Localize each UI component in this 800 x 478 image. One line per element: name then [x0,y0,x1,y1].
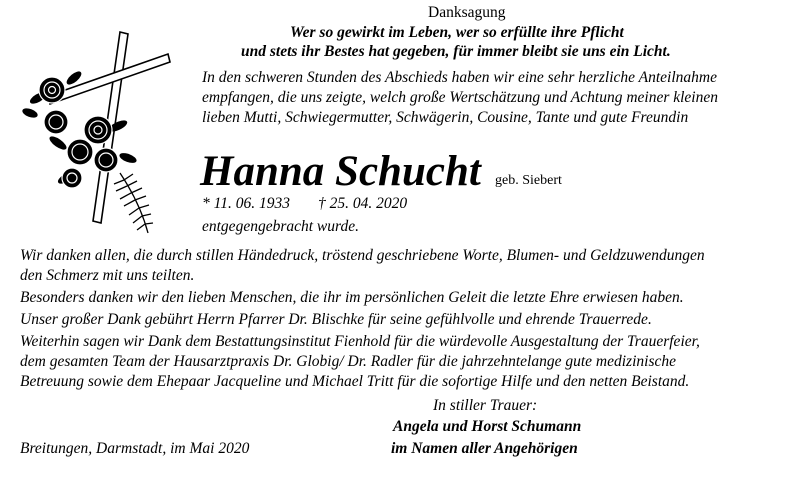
deceased-name: Hanna Schucht [200,148,481,195]
body-line-2: den Schmerz mit uns teilten. [20,267,195,284]
motto-line-2: und stets ihr Bestes hat gegeben, für immer bleibt sie uns ein Licht. [241,43,671,60]
cross-with-roses-icon [8,18,198,238]
title-danksagung: Danksagung [428,4,506,21]
body-line-3: Besonders danken wir den lieben Menschen, die ihr im persönlichen Geleit die letzte Ehre erwiesen haben. [20,289,684,306]
motto-line-1: Wer so gewirkt im Leben, wer so erfüllte ihre Pflicht [290,24,624,41]
received-line: entgegengebracht wurde. [202,218,359,235]
maiden-name: geb. Siebert [495,173,562,188]
death-date: † 25. 04. 2020 [318,195,408,212]
body-line-7: Betreuung sowie dem Ehepaar Jacqueline und Michael Tritt für die sofortige Hilfe und den netten Beistand. [20,373,690,390]
birth-date: * 11. 06. 1933 [202,195,290,212]
intro-line-3: lieben Mutti, Schwiegermutter, Schwägerin, Cousine, Tante und gute Freundin [202,109,689,126]
body-line-5: Weiterhin sagen wir Dank dem Bestattungsinstitut Fienhold für die würdevolle Ausgestaltung der Trauerfeier, [20,333,700,350]
signature-names: Angela und Horst Schumann [393,418,582,435]
intro-line-1: In den schweren Stunden des Abschieds haben wir eine sehr herzliche Anteilnahme [202,69,717,86]
body-line-1: Wir danken allen, die durch stillen Händedruck, tröstend geschriebene Worte, Blumen- und Geldzuwendungen [20,247,705,264]
body-line-6: dem gesamten Team der Hausarztpraxis Dr. Globig/ Dr. Radler für die jahrzehntelange gute medizinische [20,353,676,370]
all-relatives-line: im Namen aller Angehörigen [391,440,578,457]
place-date: Breitungen, Darmstadt, im Mai 2020 [20,440,250,457]
body-line-4: Unser großer Dank gebührt Herrn Pfarrer Dr. Blischke für seine gefühlvolle und ehrende Trauerrede. [20,311,652,328]
mourning-line: In stiller Trauer: [433,397,538,414]
intro-line-2: empfangen, die uns zeigte, welch große Wertschätzung und Achtung meiner kleinen [202,89,718,106]
